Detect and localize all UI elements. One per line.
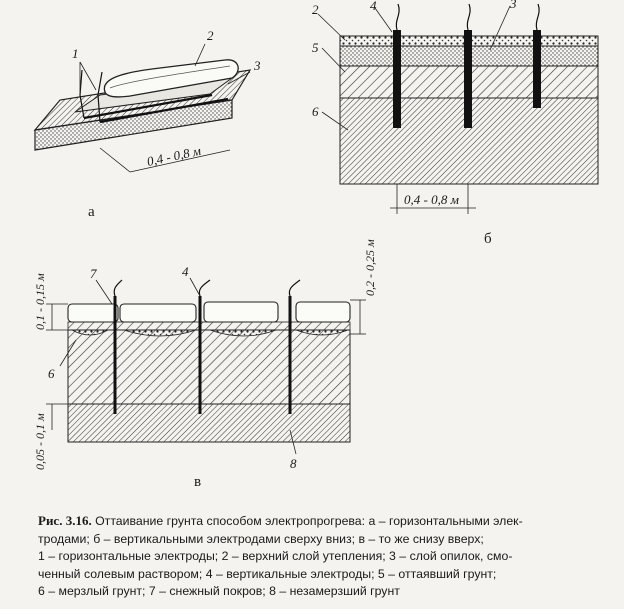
panel-b-callout-3: 3 [510,0,517,11]
panel-v-callout-7: 7 [90,266,97,281]
caption-line-2: тродами; б – вертикальными электродами сверху вниз; в – то же снизу вверх; [38,531,484,546]
panel-a-callout-3: 3 [254,58,261,73]
caption-line-1 [38,512,618,531]
panel-b-label: б [484,231,492,247]
panel-v-callout-4: 4 [182,264,189,279]
panel-v [33,239,377,490]
panel-b-callout-2: 2 [312,2,319,17]
panel-b-callout-4: 4 [370,0,377,13]
caption-line-3: 1 – горизонтальные электроды; 2 – верхний слой утепления; 3 – слой опилок, смо- [38,549,513,563]
caption-line-4: ченный солевым раствором; 4 – вертикальные электроды; 5 – оттаявший грунт; [38,566,497,581]
panel-b [312,0,598,247]
panel-a-label: а [88,204,95,220]
figure-caption [38,512,618,601]
caption-line-1-text: Оттаивание грунта способом электропрогрева: а – горизонтальными элек- [91,514,523,528]
panel-v-dim-right-top: 0,2 - 0,25 м [363,239,377,296]
panel-a-callout-2: 2 [207,28,214,43]
panel-a-callout-1: 1 [72,46,79,61]
panel-b-callout-5: 5 [312,40,319,55]
panel-v-callout-6: 6 [48,366,55,381]
panel-v-dim-left-top: 0,1 - 0,15 м [33,273,47,330]
panel-v-label: в [194,474,202,490]
caption-line-5: 6 – мерзлый грунт; 7 – снежный покров; 8 – незамерзший грунт [38,584,400,598]
caption-title: Рис. 3.16. [38,513,92,528]
panel-b-callout-6: 6 [312,104,319,119]
panel-a [35,28,261,220]
panel-b-dimension: 0,4 - 0,8 м [404,192,459,207]
panel-v-dim-left-bottom: 0,05 - 0,1 м [33,413,47,470]
panel-a-dimension: 0,4 - 0,8 м [145,142,203,169]
panel-v-callout-8: 8 [290,456,297,471]
